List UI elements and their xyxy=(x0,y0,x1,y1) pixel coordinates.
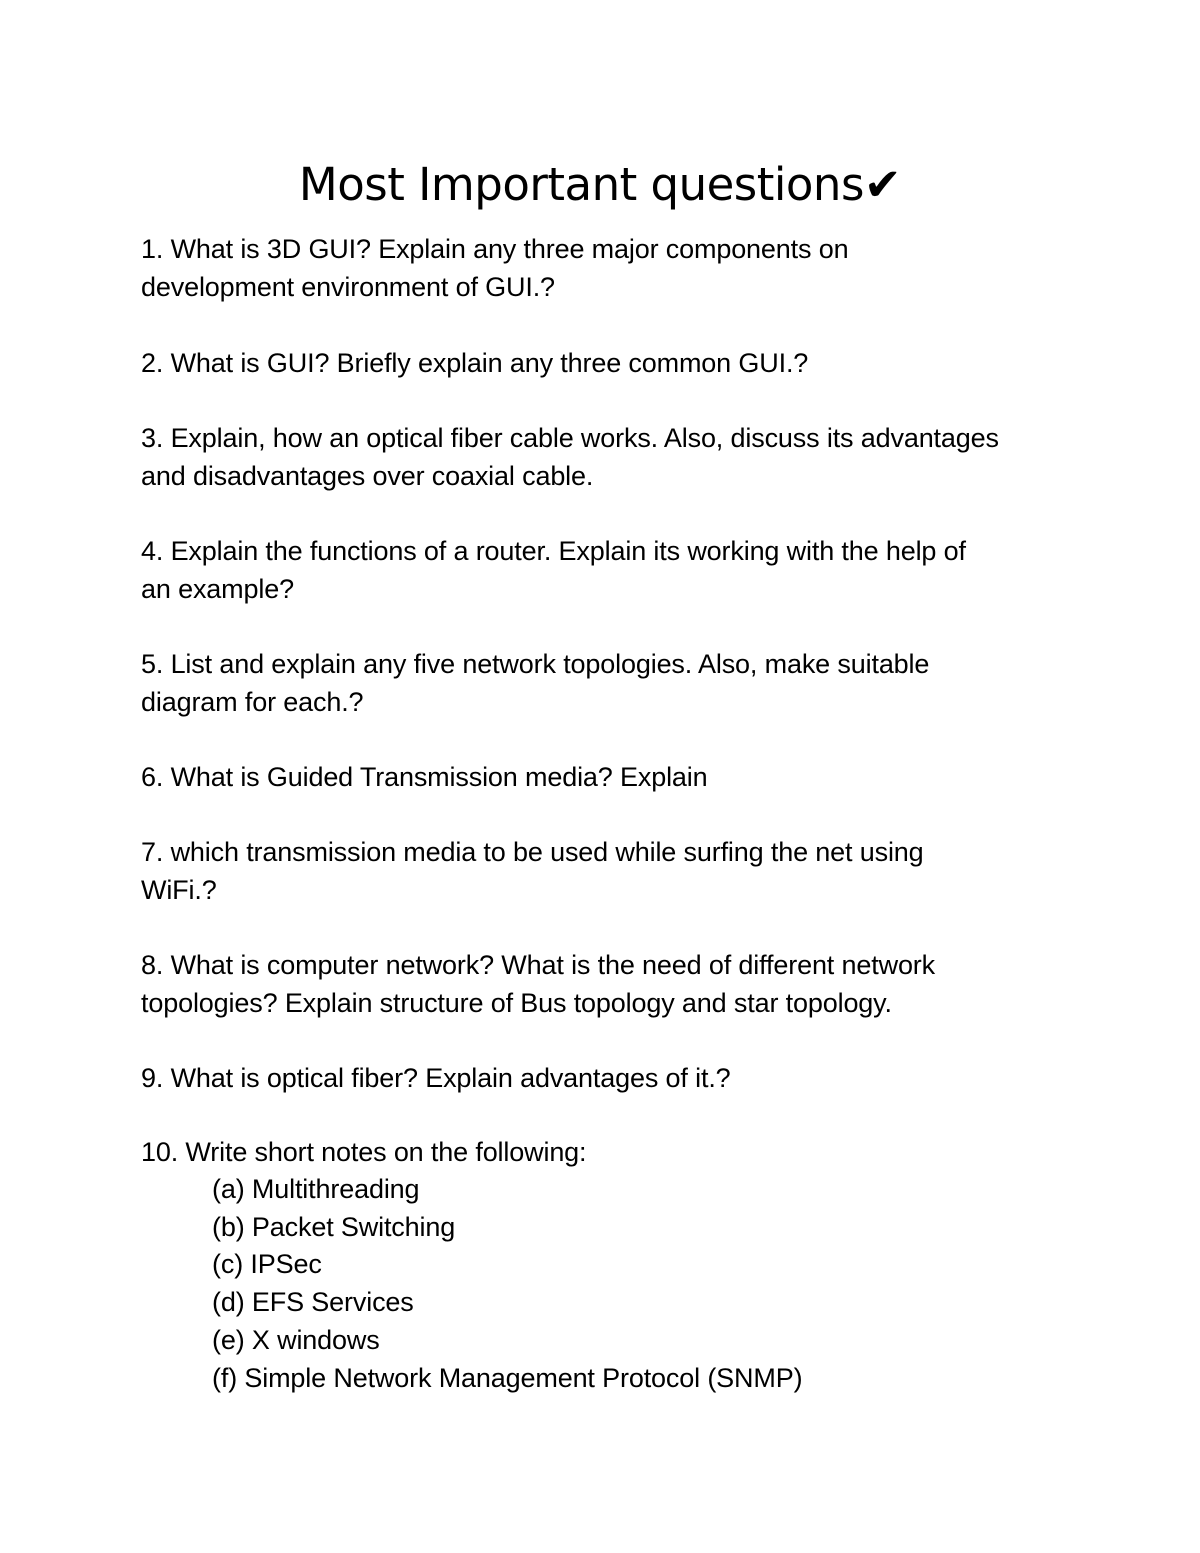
question-line: 8. What is computer network? What is the need of different network xyxy=(141,950,935,980)
question-line: diagram for each.? xyxy=(141,686,364,717)
question-6 xyxy=(141,759,1081,797)
question-7 xyxy=(141,834,1081,909)
question-3 xyxy=(141,420,1081,495)
list-item: (d) EFS Services xyxy=(212,1287,414,1318)
question-line: WiFi.? xyxy=(141,874,217,905)
list-item: (e) X windows xyxy=(212,1324,380,1355)
list-item: (c) IPSec xyxy=(212,1249,322,1280)
question-line: an example? xyxy=(141,573,294,604)
question-line: topologies? Explain structure of Bus topology and star topology. xyxy=(141,987,892,1018)
question-9 xyxy=(141,1060,1081,1098)
list-item: (a) Multithreading xyxy=(212,1174,420,1204)
question-line: development environment of GUI.? xyxy=(141,271,555,302)
question-line: 5. List and explain any five network topologies. Also, make suitable xyxy=(141,649,930,679)
question-4 xyxy=(141,533,1081,608)
question-5 xyxy=(141,646,1081,721)
question-line: 1. What is 3D GUI? Explain any three major components on xyxy=(141,234,849,264)
question-10 xyxy=(141,1134,1081,1172)
page-title: Most Important questions✔ xyxy=(298,158,902,211)
question-2 xyxy=(141,345,1081,383)
question-1 xyxy=(141,231,1081,306)
question-line: 9. What is optical fiber? Explain advantages of it.? xyxy=(141,1063,731,1093)
list-item: (b) Packet Switching xyxy=(212,1211,456,1242)
question-line: 2. What is GUI? Briefly explain any three common GUI.? xyxy=(141,348,809,378)
question-line: 6. What is Guided Transmission media? Explain xyxy=(141,762,708,792)
question-line: 3. Explain, how an optical fiber cable works. Also, discuss its advantages xyxy=(141,423,999,453)
short-notes-list xyxy=(212,1171,1012,1397)
question-8 xyxy=(141,947,1081,1022)
question-line: 10. Write short notes on the following: xyxy=(141,1137,587,1167)
question-line: 7. which transmission media to be used while surfing the net using xyxy=(141,837,924,867)
question-line: 4. Explain the functions of a router. Explain its working with the help of xyxy=(141,536,966,566)
question-line: and disadvantages over coaxial cable. xyxy=(141,460,594,491)
list-item: (f) Simple Network Management Protocol (SNMP) xyxy=(212,1362,803,1393)
